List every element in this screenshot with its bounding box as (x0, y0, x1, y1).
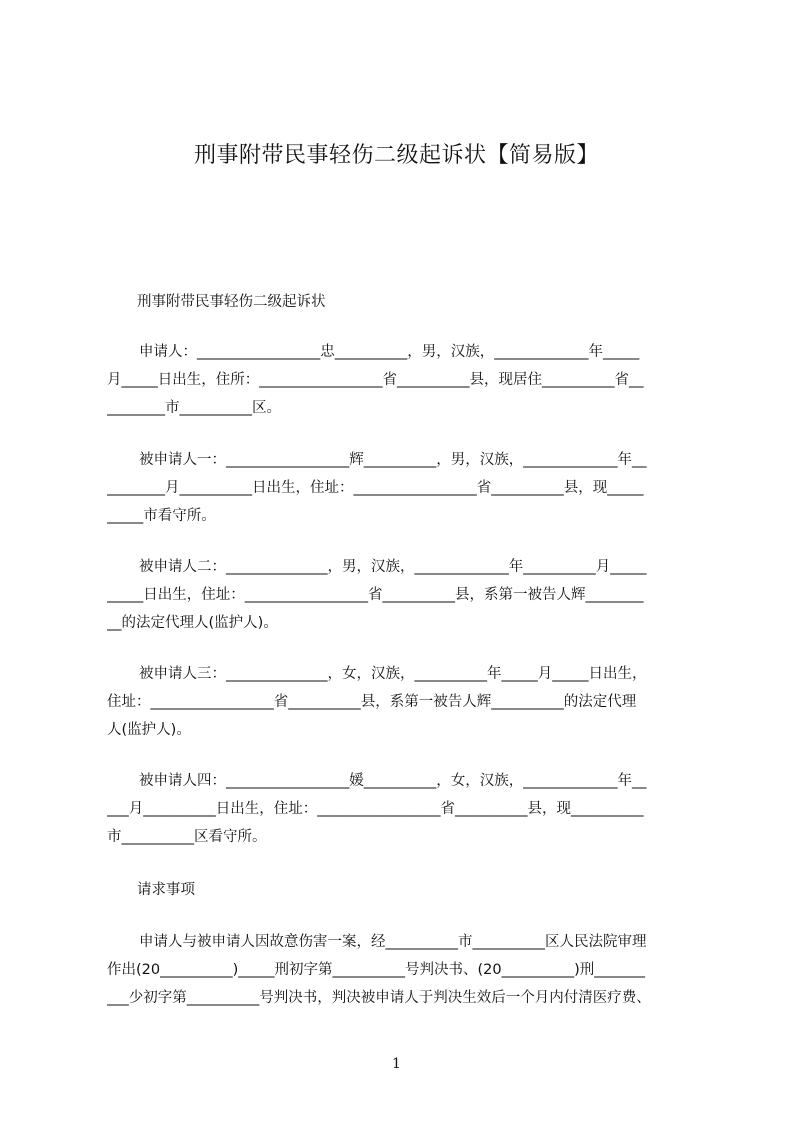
text-line: 被申请人一：_________________辉__________，男，汉族，_____________年__ (139, 452, 647, 468)
text-line: 申请人与被申请人因故意伤害一案，经__________市__________区人民法院审理 (139, 934, 647, 950)
text-line: 市__________区看守所。 (107, 829, 267, 845)
text-line: 月_____日出生，住所：_________________省__________县，现居住__________省__ (107, 372, 644, 388)
text-line: ___少初字第__________号判决书，判决被申请人于判决生效后一个月内付清医疗费、 (107, 990, 651, 1006)
text-line: _____日出生，住址：_________________省__________县，系第一被告人辉________ (107, 587, 644, 603)
document-title: 刑事附带民事轻伤二级起诉状【简易版】 (193, 143, 599, 168)
text-line: _____市看守所。 (107, 508, 216, 524)
respondent-four-paragraph (107, 767, 701, 851)
text-line: __的法定代理人(监护人)。 (107, 615, 278, 631)
text-line: 住址：_________________省__________县，系第一被告人辉__________的法定代理 (107, 694, 637, 710)
claims-heading: 请求事项 (137, 882, 195, 898)
text-line: ________月__________日出生，住址：_________________省__________县，现_____ (107, 480, 644, 496)
document-subtitle: 刑事附带民事轻伤二级起诉状 (137, 294, 326, 310)
text-line: 被申请人三：______________，女，汉族，__________年_____月_____日出生， (139, 666, 647, 682)
respondent-one-paragraph (107, 446, 701, 530)
text-line: 作出(20__________)_____刑初字第__________号判决书、(20__________)刑_______ (107, 962, 646, 978)
respondent-three-paragraph (107, 660, 701, 744)
text-line: 被申请人二：______________，男，汉族，_____________年__________月_____ (139, 559, 647, 575)
text-line: ________市__________区。 (107, 400, 281, 416)
text-line: 人(监护人)。 (107, 722, 191, 738)
applicant-paragraph (107, 338, 701, 422)
page-number: 1 (392, 1056, 401, 1072)
claims-paragraph (107, 928, 701, 1012)
text-line: 申请人：_________________忠__________，男，汉族，_____________年_____ (139, 344, 640, 360)
text-line: ___月__________日出生，住址：_________________省__________县，现__________ (107, 801, 644, 817)
text-line: 被申请人四：_________________媛__________，女，汉族，_____________年__ (139, 773, 647, 789)
respondent-two-paragraph (107, 553, 701, 637)
